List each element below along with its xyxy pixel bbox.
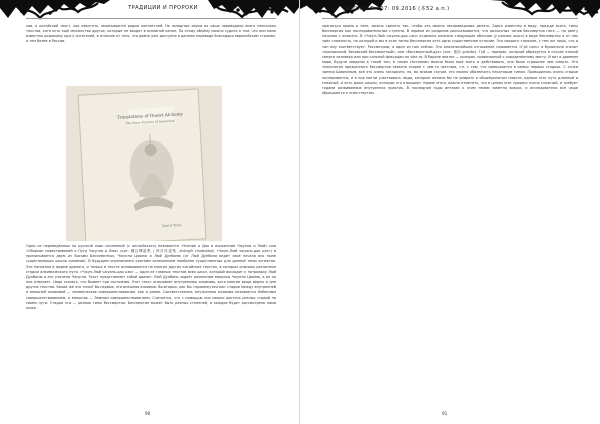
page-number-right: 91 [442,411,448,416]
page-number-left: 90 [145,411,151,416]
header-rule-left [26,18,276,19]
intro-paragraph: ков, а китайский текст, как известно, записывается рядом контактней. На западные языки их чаще переводили всего несколько текстов, хотя есть ещё множество других, которые не входят в основной канон. По этому объёму можно судить о том, что они мало известны широкому кругу читателей, в отличие от того, что давно уже доступно в данном переводе благодаря европейским странам, а тем более в России. [26,24,276,44]
header-rule-right [322,18,578,19]
book-photo [66,86,222,241]
right-body-text: храниться прямо в теле, можно сделать так, чтобы это можно несправедливо делать. Здесь известны в виду, прежде всего, типы бессмертия как последовательные ступени. В первом из разделов рассказывается, что различных типов бессмертия пять — по рангу начиная с низшего. В «Чжун-Люй чжуань-дао цзи» отдельно описано следующее обличие (у разных школ) в виде бессмертия и от них трёх сложность, по которой и мы в этих типах бессмертия есть одно существенное отличие. Это мокрого сложное, с тем же лишь, что и тип ему соответствует. Рассмотрим, а один из них сейчас. Это вначальнейшее отношение называется «Гуй сянь» в буквально значит «призрачный, бесовский бессмертный», или «бессмертный-дух» (кит. 鬼仙 guǐxiān). Гуй — призрак, который образуется в случае плохой смерти человека или при сильной фиксации на чём-то. В Европе аналог — призрак, привязанный к определённому месту. И вот в древнем мире, будучи сведены в такой тип, в таком состоянии можно было ещё жить и действовать, оно было страшнее чем смерть. Эта технология призрачного бессмертия связана скорее с чем-то частным, т.е. с тем, что совершается в самых первых стадиях. С точки зрения Шиониным, всё это очень загадочно, но, во всяком случае, это можно обозначить некоторым типом. Проводились очень старые эксперименты, и в них могли участвовать люди, которые желали бы не умирать в общепринятом смысле, однако этот путь длинный и сложный, и есть даже школы, которые это отрицают. Кроме этого, важно отметить, что в целом этот процесс очень сложный, и требует годами развиваемых внутренних практик. В последние годы интерес к этим темам заметно возрос, и исследователи всё чаще обращаются к этим текстам. [322,24,578,96]
book-cover-image [66,86,222,241]
book-caption: Daoist Texts [161,222,182,228]
running-head-left: ТРАДИЦИИ И ПРОРОКИ [128,5,198,11]
book-subtitle: The Inner Practice of Immortals [125,118,175,126]
book-title: Translations of Daoist Alchemy [116,111,184,120]
running-head-right: АПОКРИФ·107: 09.2016 (本52 а.п.) [345,6,450,12]
right-page [300,0,600,424]
left-body-text: Одно из переведённых на русский язык сочинений (с английского) называется «Учение о Дао в изложении Чжунли и Люй» или «Сборник повествований о Пути Чжунли и Люя» (кит. 鍾呂傳道集 / 钟吕传道集, zhōnglǚ chuándàojí, «Чжун-Люй чжуань-дао цзи») и приписывается двум из Восьми Бессмертных, Чжунли Цюаню и Люй Дунбиню (от Люй Дунбиня ведёт своё начало вся ныне существующая школа алхимии). В будущем ограничимся кратким изложением наиболее существенных для данной темы аспектов. Это написано в форме диалога, и только в тексте основываются на многих других китайских текстах, в которых описаны различные стадии алхимического пути. «Чжун-Люй чжуань-дао цзи» — один из главных текстов всех школ, который восходит к патриарху Люй Дунбиню и его учителю Чжунли. Текст представляет собой диалог: Люй Дунбинь задаёт различные вопросы Чжунли Цюаню, а он на них отвечает. Надо сказать, что бывает три состояния. Этот текст описывает внутреннюю алхимию, хотя многие вещи верны и для других текстов. Какие же это типы? Во-первых, это внешняя алхимия. Во-вторых, как бы «промежуточная» стадия между внутренней и внешней алхимией — человеческое совершенствование, как и ранее. Соответственно, внутренняя алхимия называется Небесным совершенствованием, а внешняя — Земным совершенствованием. Считается, что с помощью них можно достичь разных стадий на своём пути. Стадии эти — разные типы бессмертия. Бессмертие может быть разных степеней, и каждое будет рассмотрено нами ниже. [26,244,276,310]
